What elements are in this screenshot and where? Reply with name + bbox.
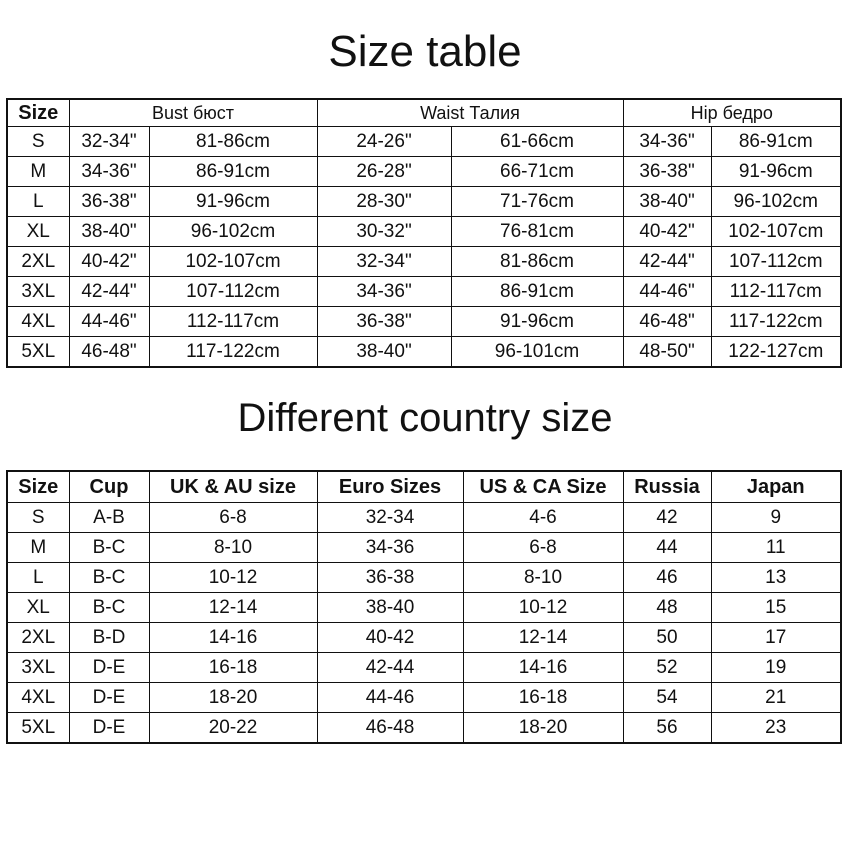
country-table-cell: 32-34 <box>317 503 463 533</box>
country-table-cell: D-E <box>69 683 149 713</box>
size-table-cell: 2XL <box>7 247 69 277</box>
country-table-cell: 44-46 <box>317 683 463 713</box>
country-table-cell: XL <box>7 593 69 623</box>
country-table-cell: 42 <box>623 503 711 533</box>
size-table-cell: 86-91cm <box>711 127 841 157</box>
country-table-cell: 13 <box>711 563 841 593</box>
country-table-body <box>7 503 841 744</box>
size-table-cell: 40-42" <box>69 247 149 277</box>
country-table-cell: 18-20 <box>463 713 623 744</box>
size-table-cell: 46-48" <box>623 307 711 337</box>
country-table-cell: 34-36 <box>317 533 463 563</box>
country-table-cell: 42-44 <box>317 653 463 683</box>
table-row <box>7 533 841 563</box>
size-table-cell: 30-32" <box>317 217 451 247</box>
size-table-cell: 91-96cm <box>149 187 317 217</box>
header-size: Size <box>7 99 69 127</box>
size-table-cell: 38-40" <box>623 187 711 217</box>
country-table-cell: B-C <box>69 533 149 563</box>
size-table-cell: 91-96cm <box>711 157 841 187</box>
size-table-cell: 86-91cm <box>451 277 623 307</box>
country-table-cell: 18-20 <box>149 683 317 713</box>
country-table-cell: 14-16 <box>463 653 623 683</box>
country-table-header-row <box>7 471 841 503</box>
size-table-cell: 96-102cm <box>149 217 317 247</box>
size-table-cell: 71-76cm <box>451 187 623 217</box>
country-table-cell: D-E <box>69 713 149 744</box>
country-table-cell: M <box>7 533 69 563</box>
country-table-cell: 6-8 <box>149 503 317 533</box>
country-table-cell: B-D <box>69 623 149 653</box>
header-bust: Bust бюст <box>69 99 317 127</box>
size-table-cell: 81-86cm <box>149 127 317 157</box>
size-table-body <box>7 127 841 368</box>
country-size-table <box>6 470 842 744</box>
country-table-cell: 16-18 <box>149 653 317 683</box>
table-row <box>7 307 841 337</box>
size-table-cell: 48-50" <box>623 337 711 368</box>
size-table-cell: S <box>7 127 69 157</box>
size-table-cell: 36-38" <box>69 187 149 217</box>
size-table-cell: 96-101cm <box>451 337 623 368</box>
country-table-cell: 15 <box>711 593 841 623</box>
size-table-cell: 34-36" <box>317 277 451 307</box>
size-table-cell: 112-117cm <box>149 307 317 337</box>
size-table-cell: 122-127cm <box>711 337 841 368</box>
country-table-cell: 2XL <box>7 623 69 653</box>
size-table-cell: 42-44" <box>623 247 711 277</box>
country-table-header-cell: Russia <box>623 471 711 503</box>
size-table-cell: 66-71cm <box>451 157 623 187</box>
size-table-cell: 34-36" <box>69 157 149 187</box>
size-table-cell: 102-107cm <box>711 217 841 247</box>
size-table-cell: 102-107cm <box>149 247 317 277</box>
size-table-cell: 42-44" <box>69 277 149 307</box>
country-table-cell: 6-8 <box>463 533 623 563</box>
table-row <box>7 683 841 713</box>
table-row <box>7 337 841 368</box>
country-table-cell: L <box>7 563 69 593</box>
size-table-cell: 4XL <box>7 307 69 337</box>
size-table-cell: 117-122cm <box>149 337 317 368</box>
size-table-cell: 96-102cm <box>711 187 841 217</box>
size-table-cell: 28-30" <box>317 187 451 217</box>
table-row <box>7 157 841 187</box>
country-table-cell: 23 <box>711 713 841 744</box>
country-table-cell: 19 <box>711 653 841 683</box>
size-table-cell: 91-96cm <box>451 307 623 337</box>
table-row <box>7 503 841 533</box>
size-table-cell: 112-117cm <box>711 277 841 307</box>
size-table-cell: 38-40" <box>317 337 451 368</box>
country-table-cell: 36-38 <box>317 563 463 593</box>
country-table-cell: 10-12 <box>463 593 623 623</box>
size-table-cell: 40-42" <box>623 217 711 247</box>
size-table-cell: 36-38" <box>623 157 711 187</box>
country-table-cell: S <box>7 503 69 533</box>
size-table-cell: 32-34" <box>317 247 451 277</box>
table-row <box>7 653 841 683</box>
size-table-cell: 81-86cm <box>451 247 623 277</box>
country-table-cell: 11 <box>711 533 841 563</box>
size-table-cell: M <box>7 157 69 187</box>
country-table-cell: B-C <box>69 593 149 623</box>
size-table <box>6 98 842 368</box>
country-table-header-cell: Euro Sizes <box>317 471 463 503</box>
country-table-cell: B-C <box>69 563 149 593</box>
header-waist: Waist Талия <box>317 99 623 127</box>
country-table-cell: 14-16 <box>149 623 317 653</box>
country-table-cell: 16-18 <box>463 683 623 713</box>
country-table-cell: 4-6 <box>463 503 623 533</box>
size-table-cell: 26-28" <box>317 157 451 187</box>
country-table-cell: D-E <box>69 653 149 683</box>
country-table-header-cell: Cup <box>69 471 149 503</box>
country-table-cell: 54 <box>623 683 711 713</box>
size-table-cell: 36-38" <box>317 307 451 337</box>
size-table-cell: XL <box>7 217 69 247</box>
country-table-cell: 46 <box>623 563 711 593</box>
country-table-cell: 5XL <box>7 713 69 744</box>
size-table-cell: 86-91cm <box>149 157 317 187</box>
table-row <box>7 593 841 623</box>
table-row <box>7 187 841 217</box>
size-table-cell: 46-48" <box>69 337 149 368</box>
country-table-cell: 48 <box>623 593 711 623</box>
country-table-cell: 12-14 <box>463 623 623 653</box>
size-table-cell: 5XL <box>7 337 69 368</box>
country-table-cell: 17 <box>711 623 841 653</box>
size-table-title: Size table <box>328 27 522 76</box>
size-table-cell: 107-112cm <box>149 277 317 307</box>
table-row <box>7 563 841 593</box>
size-table-cell: 117-122cm <box>711 307 841 337</box>
country-table-cell: 4XL <box>7 683 69 713</box>
country-table-cell: A-B <box>69 503 149 533</box>
country-table-cell: 44 <box>623 533 711 563</box>
country-table-cell: 3XL <box>7 653 69 683</box>
size-table-cell: 76-81cm <box>451 217 623 247</box>
size-table-cell: 3XL <box>7 277 69 307</box>
table-row <box>7 713 841 744</box>
country-table-cell: 8-10 <box>463 563 623 593</box>
size-table-cell: 32-34" <box>69 127 149 157</box>
size-table-cell: L <box>7 187 69 217</box>
size-table-header-row <box>7 99 841 127</box>
country-table-cell: 46-48 <box>317 713 463 744</box>
size-table-cell: 34-36" <box>623 127 711 157</box>
table-row <box>7 623 841 653</box>
country-table-header-cell: UK & AU size <box>149 471 317 503</box>
country-table-cell: 10-12 <box>149 563 317 593</box>
size-table-cell: 61-66cm <box>451 127 623 157</box>
size-table-cell: 44-46" <box>69 307 149 337</box>
country-table-cell: 20-22 <box>149 713 317 744</box>
table-row <box>7 247 841 277</box>
country-table-header-cell: Size <box>7 471 69 503</box>
country-table-cell: 50 <box>623 623 711 653</box>
country-table-cell: 52 <box>623 653 711 683</box>
table-row <box>7 127 841 157</box>
country-table-cell: 21 <box>711 683 841 713</box>
country-table-cell: 38-40 <box>317 593 463 623</box>
table-row <box>7 217 841 247</box>
table-row <box>7 277 841 307</box>
country-table-cell: 8-10 <box>149 533 317 563</box>
size-table-cell: 24-26" <box>317 127 451 157</box>
size-table-cell: 38-40" <box>69 217 149 247</box>
country-table-cell: 12-14 <box>149 593 317 623</box>
size-table-cell: 44-46" <box>623 277 711 307</box>
country-table-header-cell: Japan <box>711 471 841 503</box>
country-table-title: Different country size <box>237 396 613 440</box>
country-table-header-cell: US & CA Size <box>463 471 623 503</box>
country-table-cell: 40-42 <box>317 623 463 653</box>
country-table-cell: 9 <box>711 503 841 533</box>
header-hip: Hip бедро <box>623 99 841 127</box>
size-table-cell: 107-112cm <box>711 247 841 277</box>
country-table-cell: 56 <box>623 713 711 744</box>
